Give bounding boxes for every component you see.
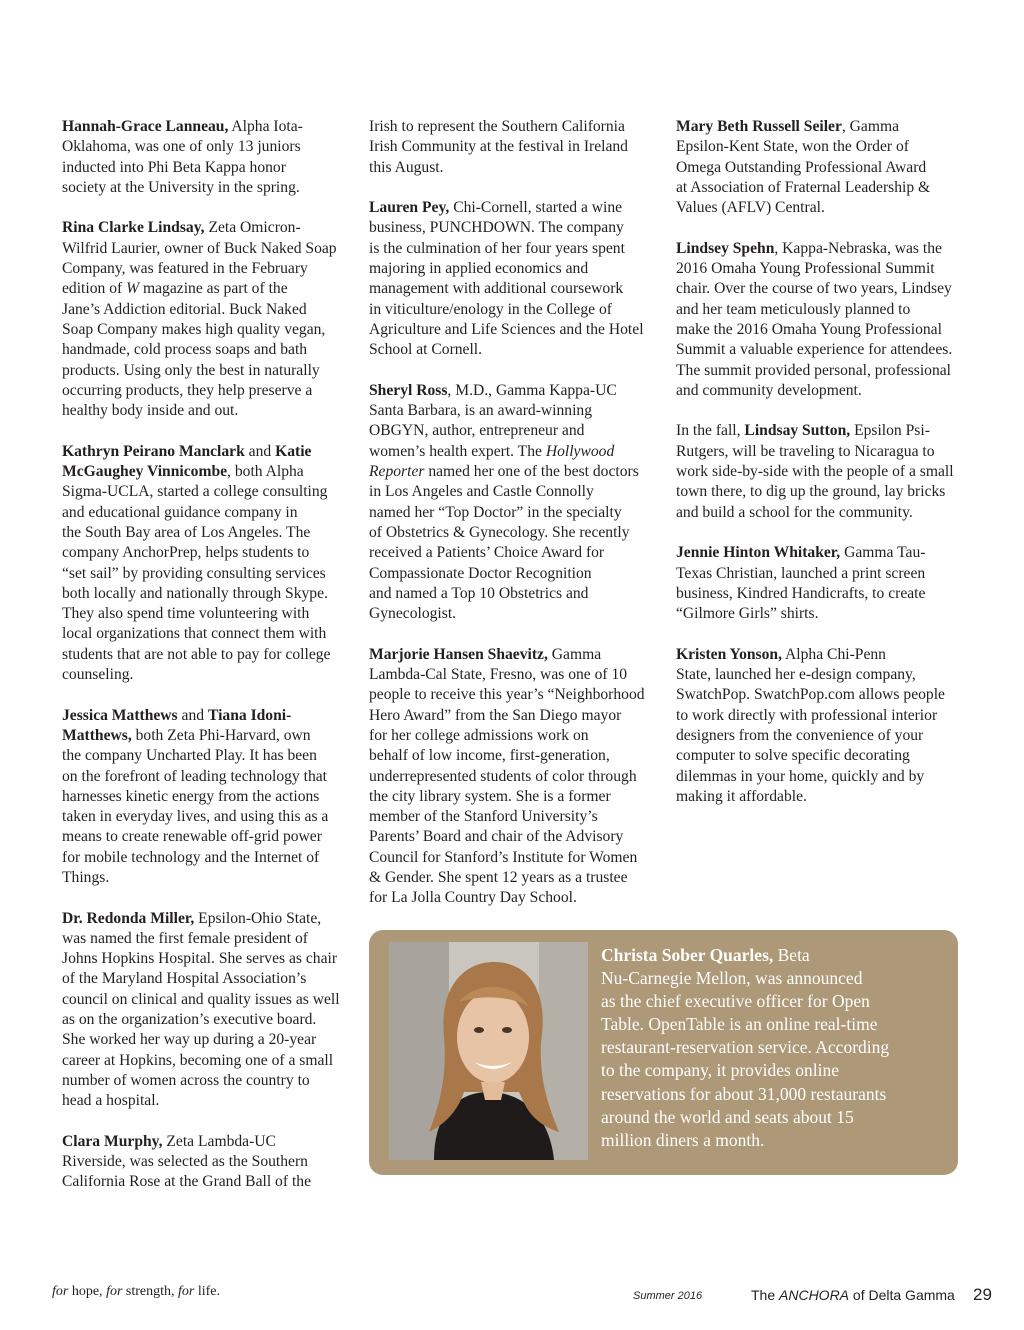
entry-miller: Dr. Redonda Miller, Epsilon-Ohio State, was named the first female president of Johns Hopkins Hospital. She serves as chair of the Maryland Hospital Association’s council on clinical and quality issues as well as on the organization’s executive board. She worked her way up during a 20-year career at Hopkins, becoming one of a small number of women across the country to head a hospital. <box>62 909 340 1110</box>
member-name: Dr. Redonda Miller, <box>62 909 195 927</box>
featured-box <box>369 930 958 1175</box>
member-name: Lindsey Spehn <box>676 239 775 257</box>
member-name: Christa Sober Quarles, <box>601 945 774 965</box>
entry-sutton: In the fall, Lindsay Sutton, Epsilon Psi- Rutgers, will be traveling to Nicaragua to work side-by-side with the people of a small town there, to dig up the ground, lay bricks and build a school for the community. <box>676 422 954 521</box>
footer-tagline: for hope, for strength, for life. <box>52 1284 221 1299</box>
entry-murphy: Clara Murphy, Zeta Lambda-UC Riverside, was selected as the Southern California Rose at the Grand Ball of the <box>62 1132 311 1191</box>
member-name: Hannah-Grace Lanneau, <box>62 118 229 135</box>
entry-ross: Sheryl Ross, M.D., Gamma Kappa-UC Santa Barbara, is an award-winning OBGYN, author, entrepreneur and women’s health expert. The Hollywood Reporter named her one of the best doctors in Los Angeles and Castle Connolly named her “Top Doctor” in the specialty of Obstetrics & Gynecology. She recently received a Patients’ Choice Award for Compassionate Doctor Recognition and named a Top 10 Obstetrics and Gynecologist. <box>369 381 639 623</box>
entry-yonson: Kristen Yonson, Alpha Chi-Penn State, launched her e-design company, SwatchPop. SwatchPop.com allows people to work directly with professional interior designers from the convenience of your computer to solve specific decorating dilemmas in your home, quickly and by making it affordable. <box>676 645 945 805</box>
entry-spehn: Lindsey Spehn, Kappa-Nebraska, was the 2016 Omaha Young Professional Summit chair. Over the course of two years, Lindsey and her team meticulously planned to make the 2016 Omaha Young Professional Summit a valuable experience for attendees. The summit provided personal, professional and community development. <box>676 239 953 399</box>
footer-season: Summer 2016 <box>633 1290 703 1302</box>
portrait-illustration <box>389 942 588 1160</box>
member-name: Clara Murphy, <box>62 1132 163 1150</box>
entry-murphy-continued: Irish to represent the Southern California Irish Community at the festival in Ireland this August. <box>369 118 628 176</box>
entry-lanneau: Hannah-Grace Lanneau, Alpha Iota- Oklahoma, was one of only 13 juniors inducted into Phi Beta Kappa honor society at the University in the spring. <box>62 118 303 196</box>
entry-whitaker: Jennie Hinton Whitaker, Gamma Tau- Texas Christian, launched a print screen business, Kindred Handicrafts, to create “Gilmore Girls” shirts. <box>676 544 926 623</box>
column-middle <box>369 117 661 929</box>
featured-text: Christa Sober Quarles, Beta Nu-Carnegie Mellon, was announced as the chief executive officer for Open Table. OpenTable is an online real-time restaurant-reservation service. According to the company, it provides online reservations for about 31,000 restaurants around the world and seats about 15 million diners a month. <box>601 945 890 1150</box>
entry-manclark: Kathryn Peirano Manclark and Katie McGaughey Vinnicombe, both Alpha Sigma-UCLA, started a college consulting and educational guidance company in the South Bay area of Los Angeles. The company AnchorPrep, helps students to “set sail” by providing consulting services both locally and nationally through Skype. They also spend time volunteering with local organizations that connect them with students that are not able to pay for college counseling. <box>62 442 331 684</box>
member-name: Mary Beth Russell Seiler <box>676 118 842 135</box>
entry-lindsay: Rina Clarke Lindsay, Zeta Omicron- Wilfrid Laurier, owner of Buck Naked Soap Company, was featured in the February edition of W magazine as part of the Jane’s Addiction editorial. Buck Naked Soap Company makes high quality vegan, handmade, cold process soaps and bath products. Using only the best in naturally occurring products, they help preserve a healthy body inside and out. <box>62 219 337 420</box>
portrait-photo <box>389 942 588 1160</box>
member-name: Jessica Matthews <box>62 706 178 724</box>
footer-magazine-title: The ANCHORA of Delta Gamma <box>751 1287 955 1303</box>
entry-matthews: Jessica Matthews and Tiana Idoni- Matthews, both Zeta Phi-Harvard, own the company Uncharted Play. It has been on the forefront of leading technology that harnesses kinetic energy from the actions taken in everyday lives, and using this as a means to create renewable off-grid power for mobile technology and the Internet of Things. <box>62 706 329 886</box>
member-name: Lindsay Sutton, <box>744 422 851 440</box>
entry-pey: Lauren Pey, Chi-Cornell, started a wine business, PUNCHDOWN. The company is the culmination of her four years spent majoring in applied economics and management with additional coursework in viticulture/enology in the College of Agriculture and Life Sciences and the Hotel School at Cornell. <box>369 199 644 359</box>
column-left <box>62 117 356 1213</box>
member-name: Lauren Pey, <box>369 199 450 217</box>
member-name: Rina Clarke Lindsay, <box>62 219 205 237</box>
member-name: Jennie Hinton Whitaker, <box>676 544 841 562</box>
member-name: Marjorie Hansen Shaevitz, <box>369 645 548 663</box>
member-name: Kristen Yonson, <box>676 645 782 663</box>
member-name: Sheryl Ross <box>369 381 448 399</box>
member-name: Katie McGaughey Vinnicombe <box>62 442 312 481</box>
entry-shaevitz: Marjorie Hansen Shaevitz, Gamma Lambda-Cal State, Fresno, was one of 10 people to receive this year’s “Neighborhood Hero Award” from the San Diego mayor for her college admissions work on behalf of low income, first-generation, underrepresented students of color through the city library system. She is a former member of the Stanford University’s Parents’ Board and chair of the Advisory Council for Stanford’s Institute for Women & Gender. She spent 12 years as a trustee for La Jolla Country Day School. <box>369 645 645 907</box>
member-name: Kathryn Peirano Manclark <box>62 442 245 460</box>
page-number: 29 <box>973 1285 992 1304</box>
column-right <box>676 117 968 827</box>
entry-seiler: Mary Beth Russell Seiler, Gamma Epsilon-Kent State, won the Order of Omega Outstanding Professional Award at Association of Fraternal Leadership & Values (AFLV) Central. <box>676 118 931 217</box>
member-name: Tiana Idoni- Matthews, <box>62 706 292 744</box>
